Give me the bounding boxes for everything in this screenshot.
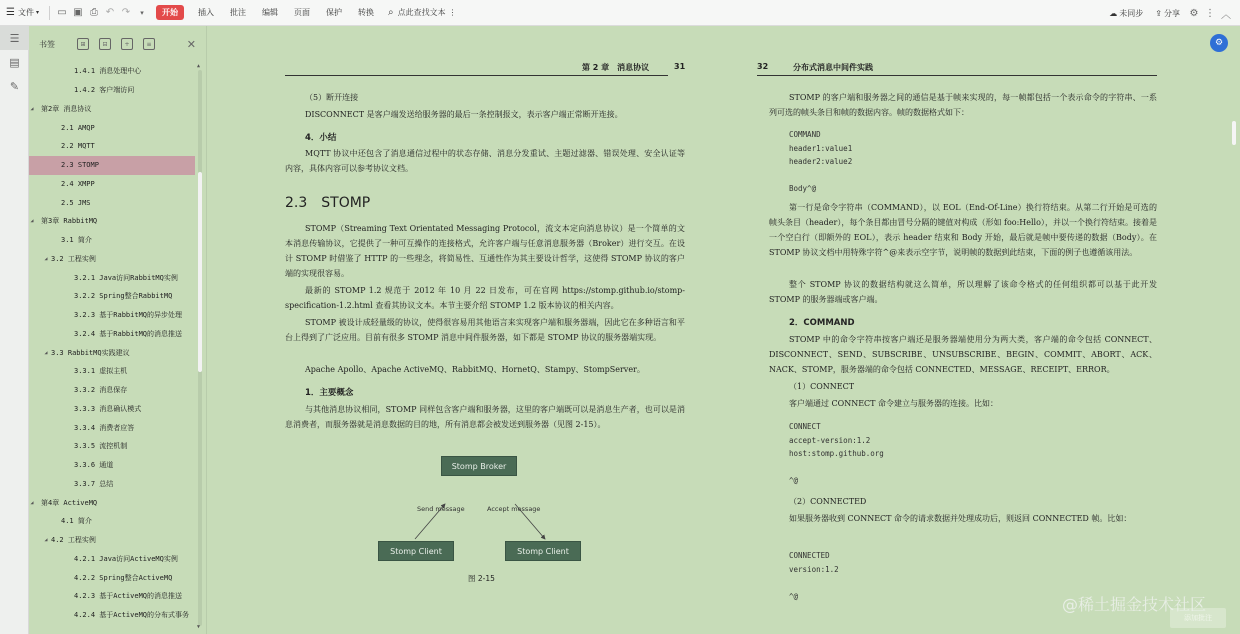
bookmark-item[interactable] xyxy=(29,400,195,419)
search-placeholder: 点此查找文本 xyxy=(397,8,446,17)
page-number: 32 xyxy=(757,62,769,71)
bookmark-item[interactable] xyxy=(29,606,195,625)
annotation-icon[interactable]: ✎ xyxy=(9,79,20,93)
bookmark-label: 1.4.2 客户端访问 xyxy=(74,86,135,95)
code-frame-format: COMMAND header1:value1 header2:value2 Body^@ xyxy=(789,130,853,193)
bookmark-label: 2.3 STOMP xyxy=(61,161,99,170)
bookmark-label: 3.3.7 总结 xyxy=(74,479,114,488)
bookmark-label: 3.2.2 Spring整合RabbitMQ xyxy=(74,292,173,301)
paragraph-stomp-servers: STOMP 被设计成轻量级的协议，使得很容易用其他语言来实现客户端和服务器端，因此它在多种语言和平台上得到了广泛应用。目前有很多 STOMP 消息中间件服务器，如下都是 STOMP 协议的服务器端实现。 xyxy=(285,318,685,342)
tab-protect[interactable]: 保护 xyxy=(325,8,342,17)
paragraph-stomp-spec: 最新的 STOMP 1.2 规范于 2012 年 10 月 22 日发布，可在官网 https://stomp.github.io/stomp-specification-1.2.html 查看其协议文本。本节主要介绍 STOMP 1.2 版本协议的相关内容。 xyxy=(285,286,685,310)
bookmark-item[interactable] xyxy=(29,343,195,362)
paragraph-frame-intro: STOMP 的客户端和服务器之间的通信是基于帧来实现的，每一帧都包括一个表示命令的字符串、一系列可选的帧头条目和帧的数据内容。帧的数据格式如下： xyxy=(769,93,1157,117)
accept-message-label: Accept message xyxy=(487,505,541,513)
heading-concepts: 1．主要概念 xyxy=(305,388,354,398)
share-label: 分享 xyxy=(1164,8,1180,18)
toolbar-right xyxy=(1103,0,1234,26)
tab-start[interactable]: 开始 xyxy=(156,5,184,20)
bookmark-item[interactable] xyxy=(29,418,195,437)
bookmark-item[interactable] xyxy=(29,587,195,606)
tab-edit[interactable]: 编辑 xyxy=(261,8,278,17)
bookmark-item[interactable] xyxy=(29,156,195,175)
bookmark-item[interactable] xyxy=(29,325,195,344)
bookmark-label: 3.2.4 基于RabbitMQ的消息推送 xyxy=(74,329,183,338)
scroll-thumb[interactable] xyxy=(198,172,202,372)
bookmark-label: 4.2.2 Spring整合ActiveMQ xyxy=(74,573,173,582)
bookmark-item[interactable] xyxy=(29,531,195,550)
bookmark-item[interactable] xyxy=(29,62,195,81)
bookmark-panel xyxy=(29,26,207,634)
bookmark-label: 3.3.5 流控机制 xyxy=(74,442,128,451)
bookmark-item[interactable] xyxy=(29,287,195,306)
heading-connect: （1）CONNECT xyxy=(789,382,855,391)
header-title: 分布式消息中间件实践 xyxy=(793,63,873,72)
page-31 xyxy=(285,26,686,634)
paragraph-server-list: Apache Apollo、Apache ActiveMQ、RabbitMQ、HornetQ、Stampy、StompServer。 xyxy=(305,365,645,374)
bookmark-item[interactable] xyxy=(29,306,195,325)
paragraph-frame-detail: 第一行是命令字符串（COMMAND），以 EOL（End-Of-Line）换行符结束。从第二行开始是可选的帧头条目（header），每个条目都由冒号分隔的键值对构成（形如 foo:Hello），并以一个换行符结束。接着是一个空白行（即额外的 EOL），表示 header 结束和 Body 开始，最后就是帧中要传递的数据（Body）。在 STOMP 协议文档中用特殊字符^@来表示空字节，说明帧的数据到此结束，下面的例子也遵循该用法。 xyxy=(769,203,1157,257)
bookmark-label: 4.2.3 基于ActiveMQ的消息推送 xyxy=(74,592,183,601)
share-button[interactable] xyxy=(1149,0,1186,26)
bookmark-label: 2.5 JMS xyxy=(61,198,91,207)
bookmark-item[interactable] xyxy=(29,268,195,287)
running-head xyxy=(285,62,686,76)
document-scrollbar[interactable] xyxy=(1228,26,1240,634)
send-message-label: Send message xyxy=(417,505,465,513)
bookmark-item[interactable] xyxy=(29,137,195,156)
expand-arrow-icon[interactable]: ◢ xyxy=(30,105,34,112)
bookmark-item[interactable] xyxy=(29,475,195,494)
paragraph-stomp-intro: STOMP（Streaming Text Orientated Messaging Protocol，流文本定向消息协议）是一个简单的文本消息传输协议，它提供了一种可互操作的连接格式，允许客户端与任意消息服务器（Broker）进行交互。在设计 STOMP 时借鉴了 HTTP 的一些理念，将简易性、互通性作为其主要设计哲学，这使得 STOMP 协议的客户端的实现很容易。 xyxy=(285,224,685,278)
undo-icon[interactable]: ↶ xyxy=(105,7,115,18)
bookmark-label: 3.3 RabbitMQ实践建议 xyxy=(51,348,130,357)
more-icon[interactable]: ⋮ xyxy=(1205,7,1215,19)
paragraph-summary: MQTT 协议中还包含了消息通信过程中的状态存储、消息分发重试、主题过滤器、错误处理、安全认证等内容，具体内容可以参考协议文档。 xyxy=(285,149,685,173)
scroll-up-icon[interactable]: ▲ xyxy=(197,63,201,69)
bookmark-label: 3.3.1 虚拟主机 xyxy=(74,367,128,376)
tab-insert[interactable]: 插入 xyxy=(197,8,214,17)
document-scroll-thumb[interactable] xyxy=(1232,121,1236,145)
more-options-icon[interactable]: ⋮ xyxy=(448,8,457,17)
bookmark-label: 3.2.1 Java访问RabbitMQ实例 xyxy=(74,273,178,282)
stomp-broker-node: Stomp Broker xyxy=(441,456,517,476)
section-title: 2.3 STOMP xyxy=(285,195,371,211)
collapse-icon[interactable]: ︿ xyxy=(1221,9,1231,21)
figure-caption: 图 2-15 xyxy=(468,574,495,583)
cloud-icon: ☁ xyxy=(1109,8,1118,18)
redo-icon[interactable]: ↷ xyxy=(121,7,131,18)
bookmark-item[interactable] xyxy=(29,437,195,456)
tab-convert[interactable]: 转换 xyxy=(357,8,374,17)
bookmark-label: 3.3.2 消息保存 xyxy=(74,386,128,395)
bookmark-item[interactable] xyxy=(29,175,195,194)
hamburger-icon: ☰ xyxy=(6,7,15,18)
bookmark-options-icon[interactable]: ≡ xyxy=(143,38,155,50)
settings-icon[interactable]: ⚙ xyxy=(1189,7,1199,19)
sync-label: 未同步 xyxy=(1119,8,1144,18)
running-head xyxy=(757,62,1157,76)
header-chapter: 第 2 章 消息协议 xyxy=(582,63,650,72)
heading-summary: 4．小结 xyxy=(305,133,337,143)
chevron-down-icon: ▾ xyxy=(35,9,39,16)
thumbnail-icon[interactable]: ▤ xyxy=(9,55,20,69)
bookmark-item[interactable] xyxy=(29,193,195,212)
search-input[interactable] xyxy=(382,7,463,18)
expand-arrow-icon[interactable]: ◢ xyxy=(44,537,48,544)
bookmark-label: 3.3.3 消息确认模式 xyxy=(74,404,142,413)
heading-command: 2．COMMAND xyxy=(789,318,855,328)
bookmark-label: 第4章 ActiveMQ xyxy=(41,498,98,507)
paragraph-frame-summary: 整个 STOMP 协议的数据结构就这么简单，所以理解了该命令格式的任何组织都可以基于此开发 STOMP 的服务器端或客户端。 xyxy=(769,280,1157,304)
bookmark-label: 第2章 消息协议 xyxy=(41,104,92,113)
paragraph-connect: 客户端通过 CONNECT 命令建立与服务器的连接。比如： xyxy=(789,399,999,408)
bookmark-label: 3.3.6 通道 xyxy=(74,461,114,470)
more-chevron-icon[interactable]: ▾ xyxy=(140,8,144,17)
add-comment-button[interactable]: 添加批注 xyxy=(1170,608,1226,628)
bookmark-label: 3.2.3 基于RabbitMQ的异步处理 xyxy=(74,311,183,320)
bookmark-item[interactable] xyxy=(29,212,195,231)
bookmark-item[interactable] xyxy=(29,100,195,119)
bookmark-label: 4.2 工程实例 xyxy=(51,536,96,545)
bookmark-label: 3.3.4 消费者应答 xyxy=(74,423,135,432)
search-icon: ⌕ xyxy=(387,7,394,18)
tab-page[interactable]: 页面 xyxy=(293,8,310,17)
share-icon: ⇪ xyxy=(1155,8,1162,18)
heading-connected: （2）CONNECTED xyxy=(789,497,867,506)
bookmark-label: 第3章 RabbitMQ xyxy=(41,217,98,226)
expand-arrow-icon[interactable]: ◢ xyxy=(30,218,34,225)
floating-toolbox-icon[interactable]: ⚙ xyxy=(1210,34,1228,52)
expand-all-icon[interactable]: ⊞ xyxy=(77,38,89,50)
bookmark-item[interactable] xyxy=(29,493,195,512)
bookmark-label: 3.2 工程实例 xyxy=(51,254,96,263)
save-icon[interactable]: ▣ xyxy=(73,7,83,18)
expand-arrow-icon[interactable]: ◢ xyxy=(30,499,34,506)
bookmark-item[interactable] xyxy=(29,456,195,475)
bookmark-label: 4.2.1 Java访问ActiveMQ实例 xyxy=(74,554,178,563)
bookmark-label: 2.4 XMPP xyxy=(61,179,95,188)
bookmark-item[interactable] xyxy=(29,512,195,531)
bookmark-label: 4.1 简介 xyxy=(61,517,92,526)
bookmark-item[interactable] xyxy=(29,568,195,587)
bookmark-header xyxy=(29,26,206,62)
bookmark-label: 2.2 MQTT xyxy=(61,142,95,151)
code-connect: CONNECT accept-version:1.2 host:stomp.github.org ^@ xyxy=(789,422,884,485)
bookmark-label: 3.1 简介 xyxy=(61,236,92,245)
bookmark-item[interactable] xyxy=(29,381,195,400)
paragraph-concepts: 与其他消息协议相同，STOMP 同样包含客户端和服务器，这里的客户端既可以是消息生产者，也可以是消息消费者，而服务器就是消息数据的目的地，所有消息都会被发送到服务器（见图 2-15）。 xyxy=(285,405,685,429)
bookmark-label: 2.1 AMQP xyxy=(61,123,95,132)
document-viewer xyxy=(208,26,1240,634)
expand-arrow-icon[interactable]: ◢ xyxy=(44,255,48,262)
bookmark-item[interactable] xyxy=(29,250,195,269)
collapse-all-icon[interactable]: ⊟ xyxy=(99,38,111,50)
bookmark-item[interactable] xyxy=(29,81,195,100)
menu-button[interactable] xyxy=(0,0,45,26)
figure-2-15 xyxy=(365,451,590,601)
toolbar-divider xyxy=(49,6,50,20)
stomp-client-right-node: Stomp Client xyxy=(505,541,581,561)
heading-disconnect: （5）断开连接 xyxy=(305,93,359,102)
paragraph-disconnect: DISCONNECT 是客户端发送给服务器的最后一条控制报文，表示客户端正常断开连接。 xyxy=(305,110,623,119)
print-icon[interactable]: ⎙ xyxy=(89,7,98,18)
watermark: @稀土掘金技术社区 xyxy=(1062,595,1207,614)
expand-arrow-icon[interactable]: ◢ xyxy=(44,349,48,356)
bookmark-item[interactable] xyxy=(29,362,195,381)
open-folder-icon[interactable]: ▭ xyxy=(57,7,67,18)
left-rail xyxy=(0,26,29,634)
top-toolbar xyxy=(0,0,1240,26)
bookmark-scrollbar[interactable] xyxy=(195,62,205,634)
bookmark-label: 4.2.4 基于ActiveMQ的分布式事务 xyxy=(74,611,190,620)
bookmark-list xyxy=(29,62,195,634)
file-menu-label: 文件 xyxy=(17,8,34,17)
page-number: 31 xyxy=(674,62,686,71)
bookmark-item[interactable] xyxy=(29,550,195,569)
bookmark-title: 书签 xyxy=(39,39,55,49)
paragraph-connected: 如果服务器收到 CONNECT 命令的请求数据并处理成功后，则返回 CONNECTED 帧。比如： xyxy=(789,514,1132,523)
code-connected: CONNECTED version:1.2 ^@ xyxy=(789,551,839,601)
bookmark-panel-icon[interactable]: ☰ xyxy=(0,26,29,50)
paragraph-command: STOMP 中的命令字符串按客户端还是服务器端使用分为两大类，客户端的命令包括 CONNECT、DISCONNECT、SEND、SUBSCRIBE、UNSUBSCRIBE、BEGIN、COMMIT、ABORT、ACK、NACK、STOMP，服务器端的命令包括 CONNECTED、MESSAGE、RECEIPT、ERROR。 xyxy=(769,335,1157,374)
sync-button[interactable] xyxy=(1103,0,1149,26)
add-bookmark-icon[interactable]: + xyxy=(121,38,133,50)
bookmark-label: 1.4.1 消息处理中心 xyxy=(74,67,142,76)
bookmark-item[interactable] xyxy=(29,231,195,250)
tab-comment[interactable]: 批注 xyxy=(229,8,246,17)
page-32 xyxy=(757,26,1157,634)
stomp-client-left-node: Stomp Client xyxy=(378,541,454,561)
close-icon[interactable]: ✕ xyxy=(186,37,196,51)
scroll-down-icon[interactable]: ▼ xyxy=(197,624,201,630)
bookmark-item[interactable] xyxy=(29,118,195,137)
